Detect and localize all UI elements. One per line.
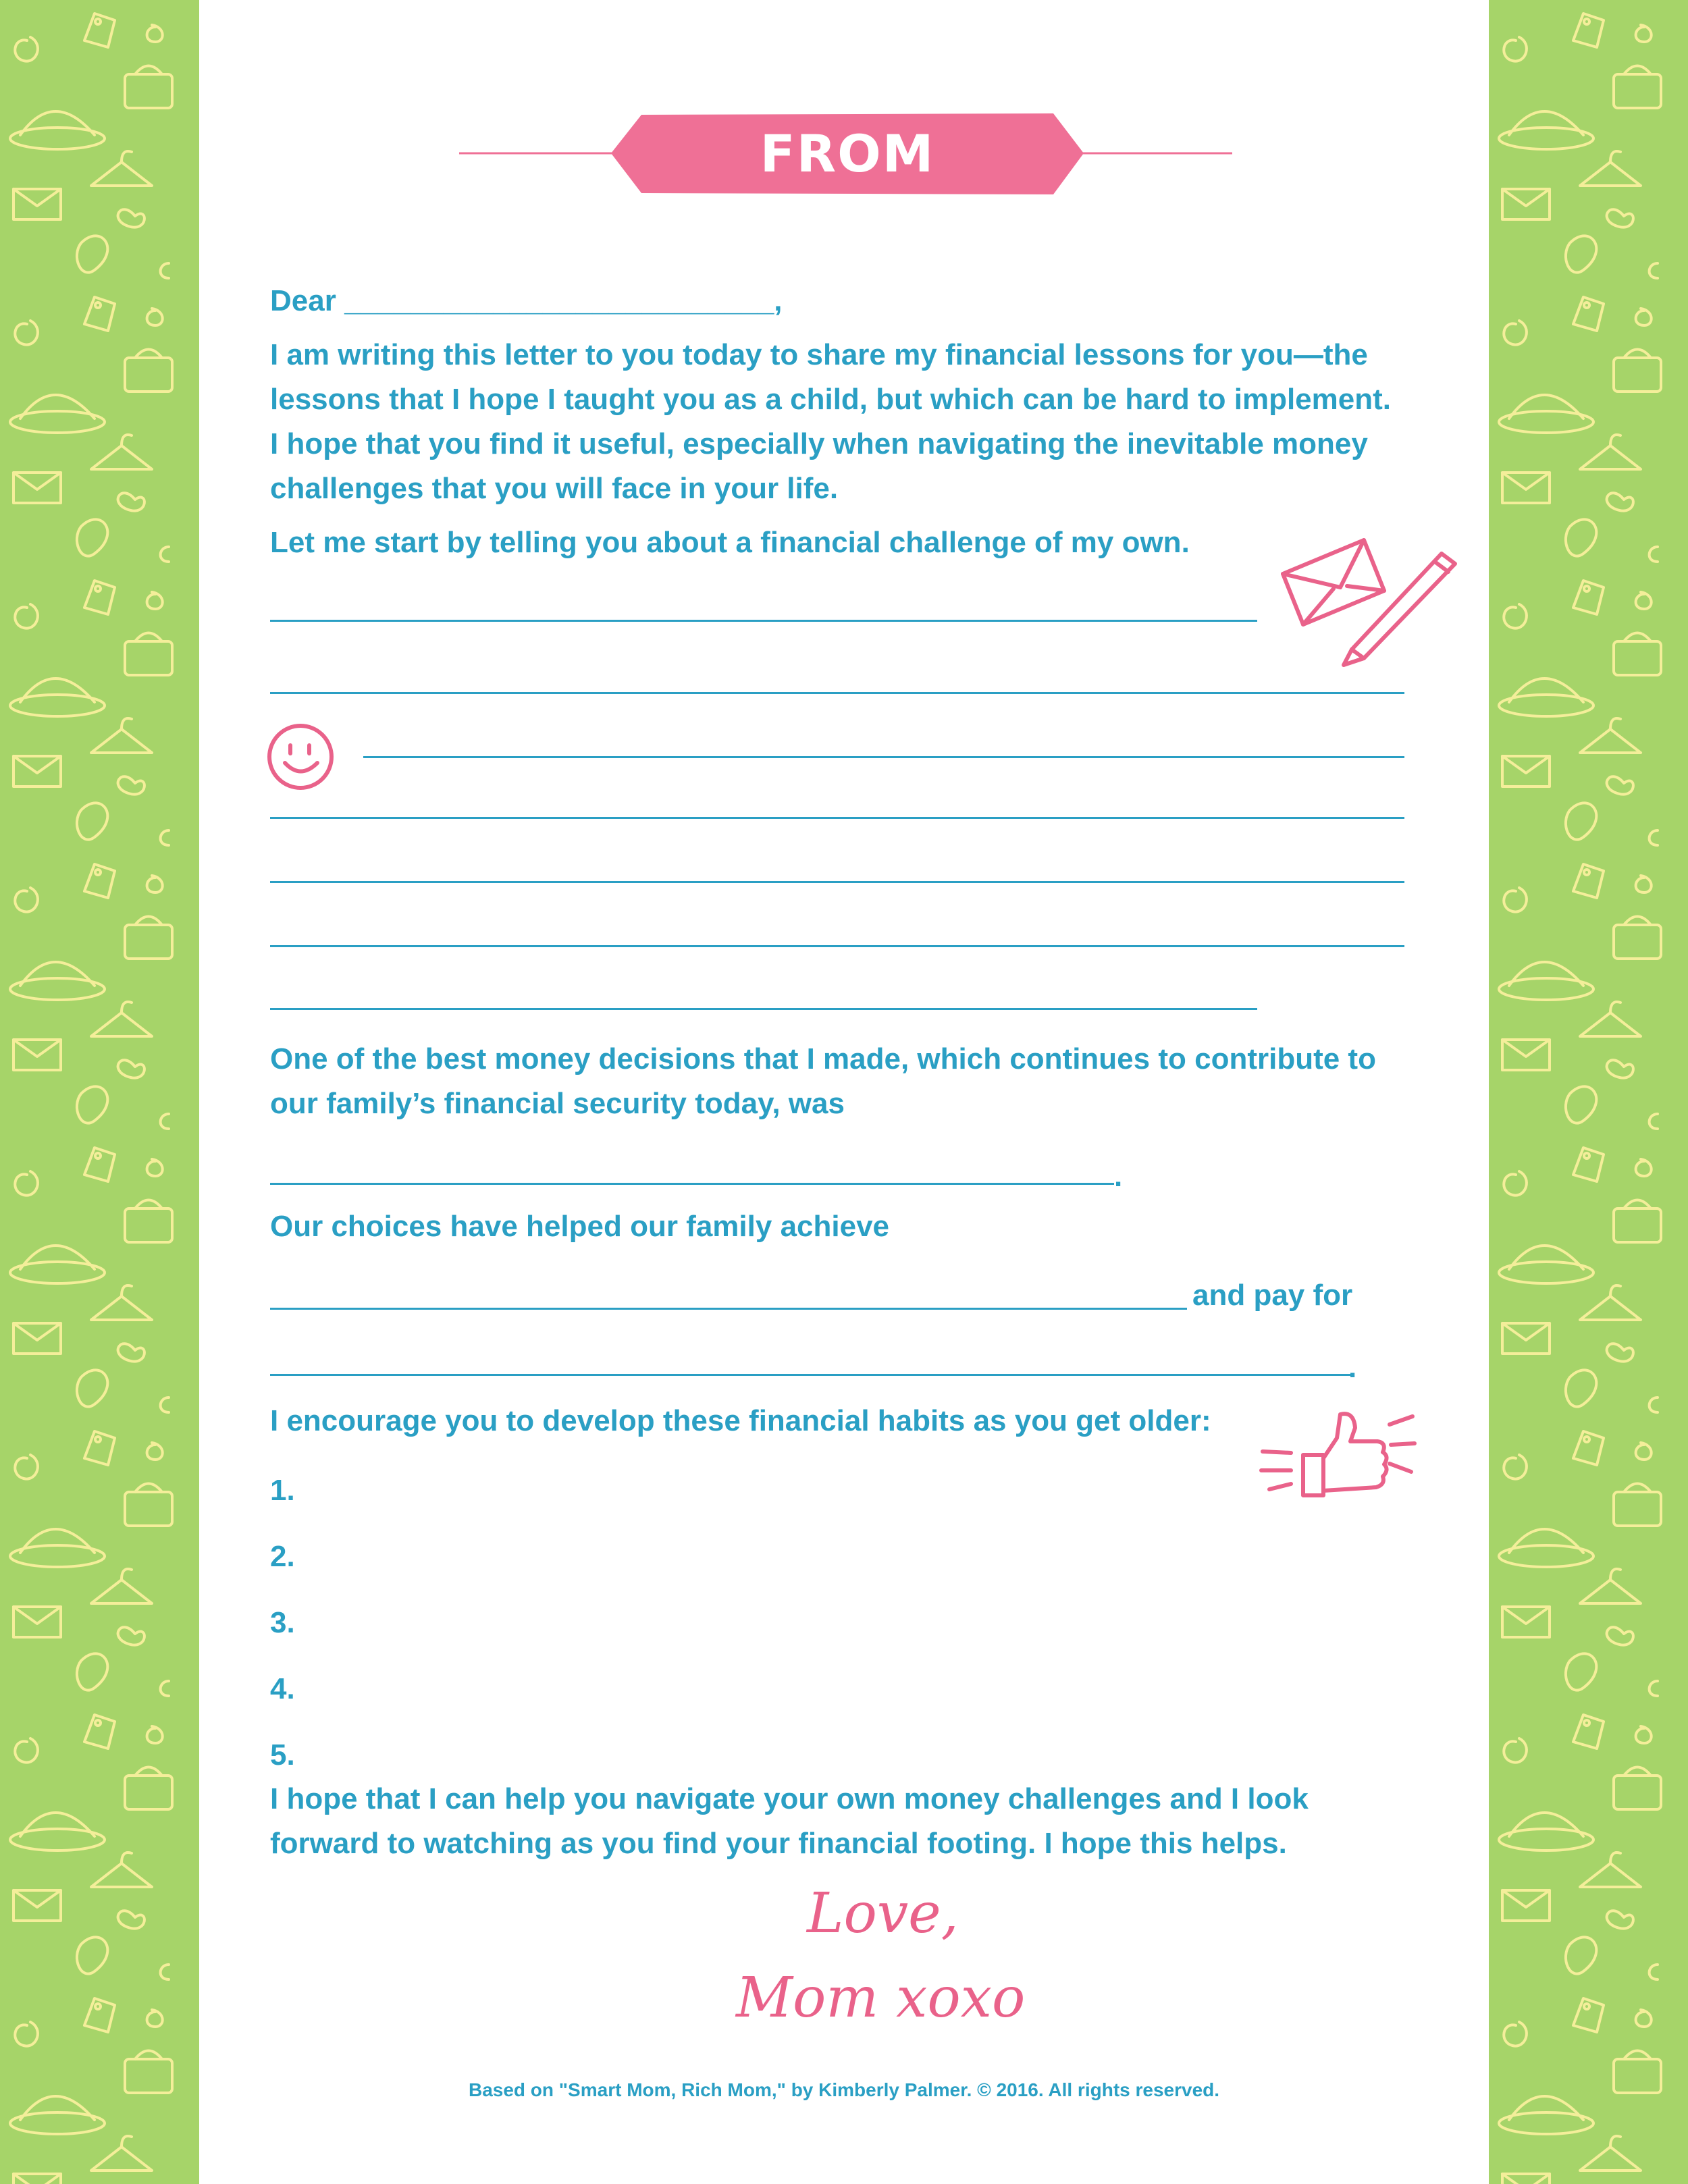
right-pattern-border [1489,0,1688,2184]
habit-number-5: 5. [270,1738,295,1772]
closing-line-2: forward to watching as you find your financial footing. I hope this helps. [270,1827,1287,1860]
page-title: FROM MOM [760,124,935,251]
blank-line-6[interactable] [270,945,1404,947]
intro-line-1: I am writing this letter to you today to share my financial lessons for you—the [270,338,1368,371]
habit-number-2: 2. [270,1540,295,1573]
decision-line-1: One of the best money decisions that I made, which continues to contribute to [270,1042,1376,1075]
envelope-icon [1283,540,1384,624]
habit-number-4: 4. [270,1672,295,1705]
intro-line-2: lessons that I hope I taught you as a child, but which can be hard to implement. [270,383,1391,416]
achieve-blank[interactable] [270,1308,1187,1310]
thumbs-up-icon [1256,1404,1418,1506]
decision-period: . [1114,1160,1123,1193]
habit-number-3: 3. [270,1606,295,1639]
decision-blank[interactable] [270,1183,1114,1185]
blank-line-5[interactable] [270,881,1404,883]
habits-prompt: I encourage you to develop these financial habits as you get older: [270,1404,1211,1437]
intro-line-4: challenges that you will face in your life. [270,472,839,505]
doodle-pattern-left [0,0,199,2184]
doodle-pattern-right [1489,0,1688,2184]
blank-line-4[interactable] [270,817,1404,819]
decision-line-2: our family’s financial security today, was [270,1087,845,1120]
signoff-love: Love, [807,1882,959,1946]
pay-for-label: and pay for [1192,1279,1353,1312]
signoff-mom: Mom xoxo [736,1966,1026,2030]
greeting-line: Dear __________________________, [270,284,783,317]
left-pattern-border [0,0,199,2184]
challenge-prompt: Let me start by telling you about a financial challenge of my own. [270,526,1190,559]
pencil-icon [1344,554,1455,665]
envelope-pencil-icon [1276,533,1465,668]
achieve-prompt: Our choices have helped our family achieve [270,1210,890,1243]
intro-line-3: I hope that you find it useful, especially when navigating the inevitable money [270,427,1368,460]
blank-line-3[interactable] [363,756,1404,758]
blank-line-7[interactable] [270,1008,1257,1010]
blank-line-2[interactable] [270,692,1404,694]
footer-credit: Based on "Smart Mom, Rich Mom," by Kimberly Palmer. © 2016. All rights reserved. [468,2079,1220,2100]
closing-line-1: I hope that I can help you navigate your own money challenges and I look [270,1782,1309,1815]
blank-line-1[interactable] [270,620,1257,622]
pay-period: . [1348,1351,1357,1384]
habit-number-1: 1. [270,1474,295,1507]
pay-for-blank[interactable] [270,1374,1350,1376]
smiley-icon [265,721,336,793]
